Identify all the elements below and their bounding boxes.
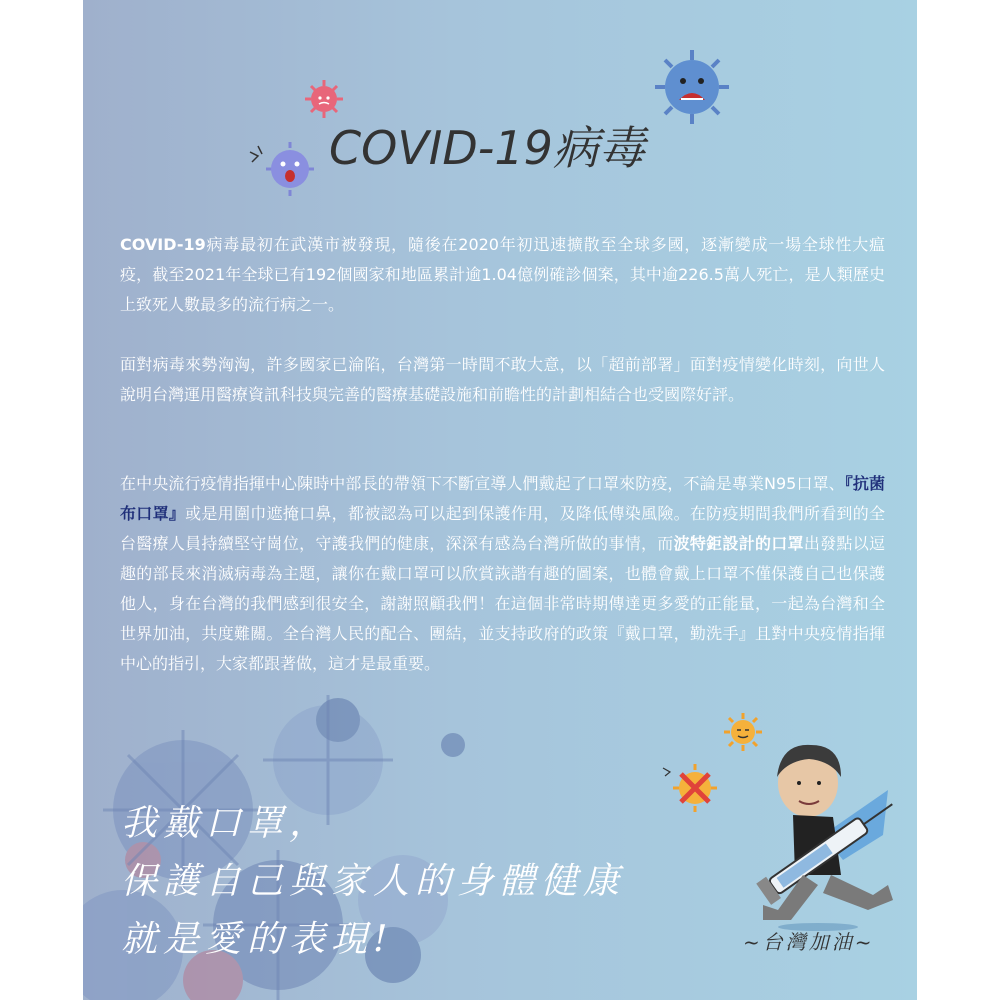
slogan-line-2: 保護自己與家人的身體健康: [121, 861, 626, 902]
slogan: [121, 795, 721, 969]
paragraph-intro: [120, 230, 885, 320]
highlight-brand-mask: 波特鉅設計的口罩: [673, 534, 804, 553]
taiwan-cheer-caption: ~台灣加油~: [743, 930, 875, 954]
paragraph-masks-part-c: 出發點以逗趣的部長來消滅病毒為主題，讓你在戴口罩可以欣賞詼諧有趣的圖案，也體會戴上口罩不僅保護自己也保護他人，身在台灣的我們感到很安全，謝謝照顧我們！在這個非常時期傳達更多愛的正能量，一起為台灣和全世界加油，共度難關。全台灣人民的配合、團結，並支持政府的政策『戴口罩，勤洗手』且對中央疫情指揮中心的指引，大家都跟著做，這才是最重要。: [120, 534, 885, 673]
paragraph-intro-text: 病毒最初在武漢市被發現，隨後在2020年初迅速擴散至全球多國，逐漸變成一場全球性大瘟疫，截至2021年全球已有192個國家和地區累計逾1.04億例確診個案，其中逾226.5萬人死亡，是人類歷史上致死人數最多的流行病之一。: [120, 235, 885, 314]
highlight-antibacterial-mask: 『抗菌布口罩』: [120, 474, 885, 523]
paragraph-masks-part-a: 在中央流行疫情指揮中心陳時中部長的帶領下不斷宣導人們戴起了口罩來防疫，不論是專業N95口罩、: [120, 474, 845, 493]
virus-purple-icon: [248, 140, 320, 198]
poster-panel: [83, 0, 917, 1000]
minister-syringe-illustration: [723, 735, 913, 935]
page-title: COVID-19病毒: [329, 121, 645, 175]
paragraph-masks: [120, 469, 885, 679]
virus-scared-icon: [653, 48, 731, 126]
paragraph-taiwan: 面對病毒來勢洶洶，許多國家已淪陷，台灣第一時間不敢大意，以「超前部署」面對疫情變化時刻，向世人說明台灣運用醫療資訊科技與完善的醫療基礎設施和前瞻性的計劃相結合也受國際好評。: [120, 355, 885, 404]
paragraph-masks-part-b: 或是用圍巾遮掩口鼻，都被認為可以起到保護作用，及降低傳染風險。在防疫期間我們所看到的全台醫療人員持續堅守崗位，守護我們的健康，深深有感為台灣所做的事情，而: [120, 504, 885, 553]
virus-red-icon: [303, 78, 345, 120]
slogan-line-1: 我戴口罩，: [121, 803, 332, 844]
paragraph-intro-lead: COVID-19: [120, 235, 206, 254]
slogan-line-3: 就是愛的表現!: [121, 919, 394, 960]
